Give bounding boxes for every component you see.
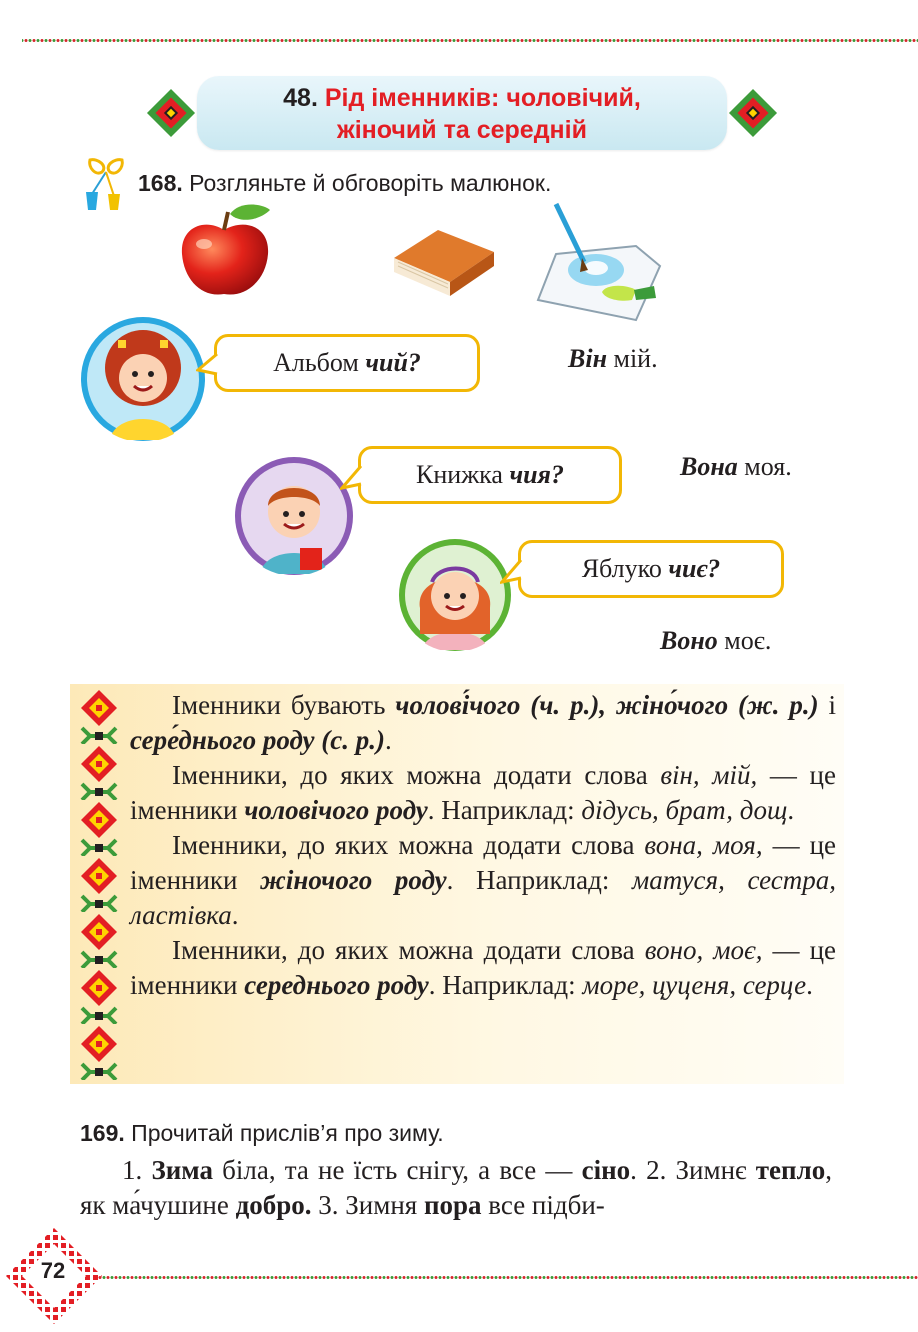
rule-pronouns: воно, моє, bbox=[644, 935, 763, 965]
proverb-text-span: все підби- bbox=[481, 1190, 605, 1220]
bubble-question: чий? bbox=[365, 348, 421, 377]
rule-text-span: — це іменники bbox=[130, 760, 836, 825]
rule-gender: середнього роду bbox=[244, 970, 429, 1000]
rule-text-span: — це іменники bbox=[130, 830, 836, 895]
rule-paragraph-1 bbox=[130, 688, 836, 758]
book-picture bbox=[390, 222, 498, 300]
task-169-instruction bbox=[80, 1120, 444, 1147]
rule-text-span: Іменники, до яких можна додати слова bbox=[172, 830, 645, 860]
avatar-boy bbox=[234, 456, 354, 576]
lesson-title-line2: жіночий та середній bbox=[337, 116, 587, 144]
answer-possessive: моє. bbox=[724, 626, 772, 655]
proverb-keyword: сіно bbox=[581, 1155, 631, 1185]
rule-gender: чоловічого роду bbox=[244, 795, 428, 825]
avatar-red-haired-girl bbox=[398, 538, 512, 652]
proverb-text-span: 2. Зимнє bbox=[646, 1155, 756, 1185]
proverb-keyword: пора bbox=[423, 1190, 482, 1220]
rule-pronouns: вона, моя, bbox=[644, 830, 763, 860]
rule-pronouns: він, мій, bbox=[660, 760, 758, 790]
rule-text-span: Іменники, до яких можна додати слова bbox=[172, 760, 661, 790]
speech-bubble-apple bbox=[518, 540, 784, 598]
answer-pronoun: Він bbox=[568, 344, 607, 373]
bubble-tail bbox=[340, 464, 362, 492]
speech-bubble-book bbox=[358, 446, 622, 504]
rule-examples: дідусь, брат, дощ bbox=[581, 795, 788, 825]
answer-book bbox=[680, 452, 792, 482]
proverb-text-span: біла, та не їсть снігу, а все — bbox=[212, 1155, 582, 1185]
lesson-title-line1 bbox=[197, 82, 727, 114]
task-169-text: Прочитай прислів’я про зиму. bbox=[131, 1120, 444, 1146]
proverb-keyword: добро. bbox=[235, 1190, 312, 1220]
answer-pronoun: Вона bbox=[680, 452, 738, 481]
lesson-title-banner bbox=[197, 76, 727, 150]
task-169-number: 169. bbox=[80, 1120, 125, 1146]
bubble-question: чия? bbox=[509, 460, 564, 489]
bubble-tail bbox=[500, 558, 522, 586]
tassel-icon bbox=[78, 156, 134, 212]
task-168-text: Розгляньте й обговоріть малюнок. bbox=[189, 170, 552, 196]
bubble-noun: Яблуко bbox=[581, 554, 662, 583]
answer-possessive: моя. bbox=[744, 452, 792, 481]
task-168-instruction bbox=[138, 170, 551, 197]
embroidery-ornament-left-icon bbox=[140, 82, 202, 144]
bubble-question: чиє? bbox=[668, 554, 721, 583]
rule-term: сере́днього роду (с. р.) bbox=[130, 725, 385, 755]
answer-pronoun: Воно bbox=[660, 626, 718, 655]
task-168-number: 168. bbox=[138, 170, 183, 196]
answer-album bbox=[568, 344, 658, 374]
proverb-keyword: Зима bbox=[151, 1155, 213, 1185]
rule-examples: матуся, сестра, ластівка bbox=[130, 865, 836, 930]
rule-term: чолові́чого (ч. р.), жіно́чого (ж. р.) bbox=[395, 690, 819, 720]
bubble-noun: Альбом bbox=[273, 348, 359, 377]
proverbs-paragraph bbox=[80, 1153, 832, 1223]
rule-paragraph-3 bbox=[130, 828, 836, 933]
page-number: 72 bbox=[40, 1258, 66, 1283]
rule-gender: жіночого роду bbox=[260, 865, 447, 895]
proverb-text-span: 3. Зимня bbox=[318, 1190, 424, 1220]
grammar-rule-text bbox=[130, 688, 836, 1003]
answer-apple bbox=[660, 626, 771, 656]
rule-text-span: . bbox=[385, 725, 392, 755]
proverb-text-span: 1. bbox=[122, 1155, 152, 1185]
speech-bubble-album bbox=[214, 334, 480, 392]
rule-text-span: — це іменники bbox=[130, 935, 836, 1000]
embroidery-strip-icon bbox=[74, 688, 124, 1080]
rule-examples: море, цуценя, серце bbox=[582, 970, 807, 1000]
lesson-title-text: Рід іменників: чоловічий, bbox=[324, 84, 641, 112]
top-border-ornament bbox=[22, 38, 918, 43]
proverb-keyword: тепло bbox=[755, 1155, 826, 1185]
rule-paragraph-2 bbox=[130, 758, 836, 828]
rule-text-span: і bbox=[818, 690, 836, 720]
rule-paragraph-4 bbox=[130, 933, 836, 1003]
rule-text-span: . bbox=[231, 900, 239, 930]
rule-text-span: . Наприклад: bbox=[446, 865, 633, 895]
proverbs-text bbox=[80, 1153, 832, 1223]
answer-possessive: мій. bbox=[613, 344, 658, 373]
album-picture bbox=[536, 200, 664, 324]
embroidery-ornament-right-icon bbox=[722, 82, 784, 144]
avatar-curly-girl bbox=[80, 316, 206, 442]
apple-picture bbox=[176, 200, 276, 300]
proverb-text-span: , як ма́чушине bbox=[80, 1155, 832, 1220]
rule-text-span: . Наприклад: bbox=[427, 795, 582, 825]
bubble-noun: Книжка bbox=[416, 460, 503, 489]
rule-text-span: Іменники бувають bbox=[172, 690, 396, 720]
rule-text-span: . bbox=[787, 795, 795, 825]
proverb-text-span: . bbox=[630, 1155, 647, 1185]
rule-text-span: Іменники, до яких можна додати слова bbox=[172, 935, 645, 965]
bottom-border-ornament bbox=[96, 1275, 918, 1280]
rule-text-span: . bbox=[806, 970, 813, 1000]
rule-text-span: . Наприклад: bbox=[428, 970, 583, 1000]
lesson-number: 48. bbox=[283, 84, 318, 112]
bubble-tail bbox=[196, 352, 218, 380]
